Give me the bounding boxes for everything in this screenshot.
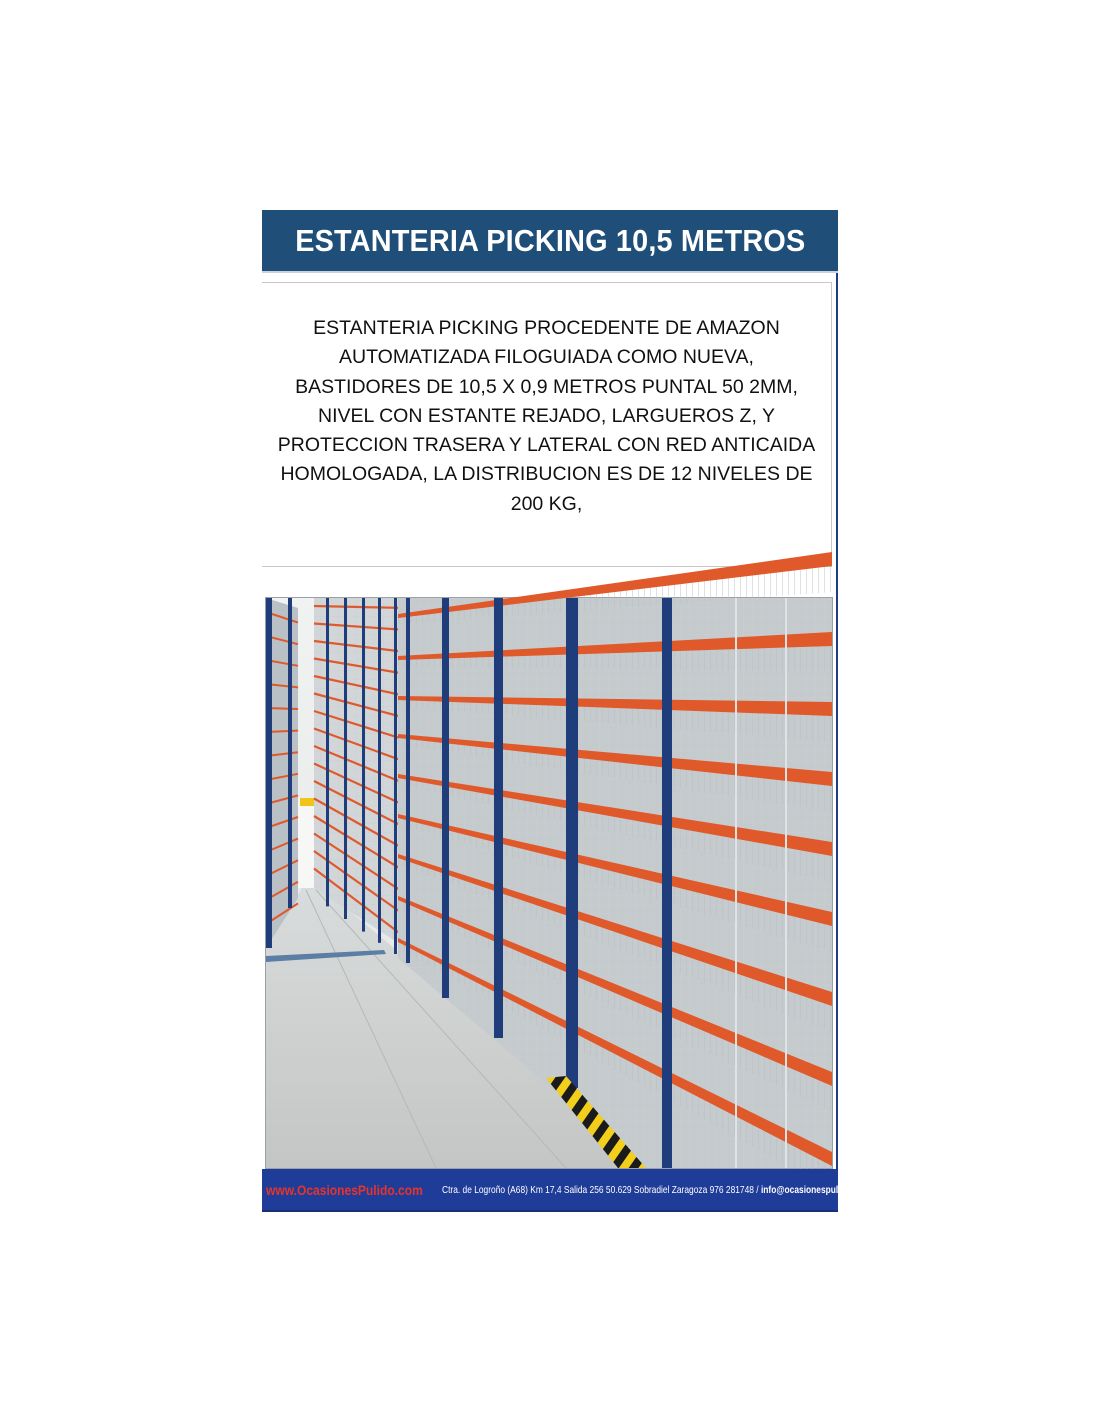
footer-website-link[interactable]: www.OcasionesPulido.com xyxy=(266,1181,423,1198)
rack-upright xyxy=(266,598,272,948)
description-line: 200 KG, xyxy=(510,492,583,515)
rack-upright xyxy=(442,598,449,998)
rack-upright xyxy=(362,598,365,932)
rack-upright xyxy=(288,598,292,908)
product-sheet xyxy=(262,210,871,1212)
description-line: HOMOLOGADA, LA DISTRIBUCION ES DE 12 NIVELES DE xyxy=(280,463,813,486)
description-line: AUTOMATIZADA FILOGUIADA COMO NUEVA, xyxy=(339,346,754,369)
description-line: ESTANTERIA PICKING PROCEDENTE DE AMAZON xyxy=(313,317,780,340)
rack-upright xyxy=(662,598,672,1168)
description-line: NIVEL CON ESTANTE REJADO, LARGUEROS Z, Y xyxy=(318,404,775,427)
rack-upright xyxy=(494,598,503,1038)
description-text xyxy=(267,314,827,518)
aisle-end xyxy=(296,798,314,888)
rack-upright xyxy=(326,598,329,906)
description-line: PROTECCION TRASERA Y LATERAL CON RED ANTICAIDA xyxy=(277,434,816,457)
rack-upright xyxy=(406,598,410,963)
rack-upright xyxy=(566,598,578,1088)
rack-upright xyxy=(344,598,347,919)
description-line: BASTIDORES DE 10,5 X 0,9 METROS PUNTAL 50 2MM, xyxy=(295,375,798,398)
rack-upright xyxy=(394,598,397,954)
warehouse-racking-photo xyxy=(265,597,833,1169)
aisle-sign xyxy=(300,798,316,806)
description-box xyxy=(262,282,832,567)
footer-email[interactable]: info@ocasionespulido.com xyxy=(761,1183,871,1196)
rack-upright xyxy=(378,598,381,943)
page-title: ESTANTERIA PICKING 10,5 METROS xyxy=(294,222,806,258)
racking-illustration xyxy=(266,598,832,1168)
title-bar xyxy=(262,210,838,273)
footer-address xyxy=(442,1184,870,1196)
right-border-rule xyxy=(836,273,838,1212)
footer-bar xyxy=(262,1169,871,1212)
footer-address-text: Ctra. de Logroño (A68) Km 17,4 Salida 256 50.629 Sobradiel Zaragoza 976 281748 / xyxy=(442,1183,759,1196)
